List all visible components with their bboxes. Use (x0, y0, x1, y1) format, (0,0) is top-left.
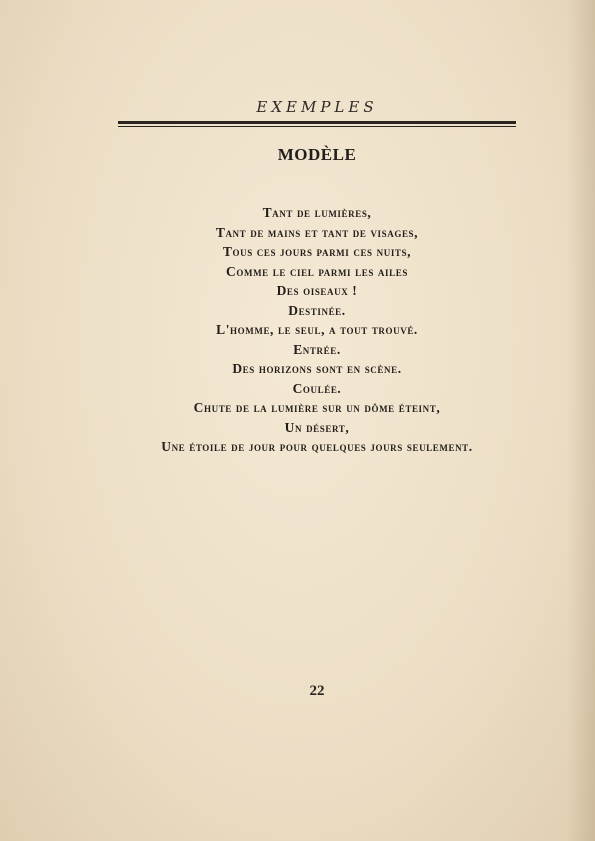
header-rule-thick (118, 121, 516, 124)
poem-line: Des horizons sont en scène. (232, 361, 402, 376)
poem-line: Destinée. (288, 302, 346, 318)
poem-line: Des oiseaux ! (276, 283, 358, 298)
running-head: EXEMPLES (256, 98, 378, 116)
poem-line: Une étoile de jour pour quelques jours seulement. (161, 439, 473, 454)
poem-line: Tant de lumières, (262, 205, 372, 220)
poem-line: Coulée. (292, 380, 342, 396)
poem-line: Tant de mains et tant de visages, (215, 224, 419, 240)
poem-line: L'homme, le seul, a tout trouvé. (216, 322, 418, 337)
poem-line: Comme le ciel parmi les ailes (226, 263, 408, 279)
page-number: 22 (309, 683, 325, 699)
poem-line: Un désert, (284, 419, 350, 435)
poem (80, 203, 554, 457)
section-title: MODÈLE (277, 145, 357, 164)
header-rule-thin (118, 126, 516, 127)
poem-line: Tous ces jours parmi ces nuits, (222, 244, 412, 259)
poem-line: Entrée. (293, 341, 341, 357)
poem-line: Chute de la lumière sur un dôme éteint, (193, 400, 441, 415)
